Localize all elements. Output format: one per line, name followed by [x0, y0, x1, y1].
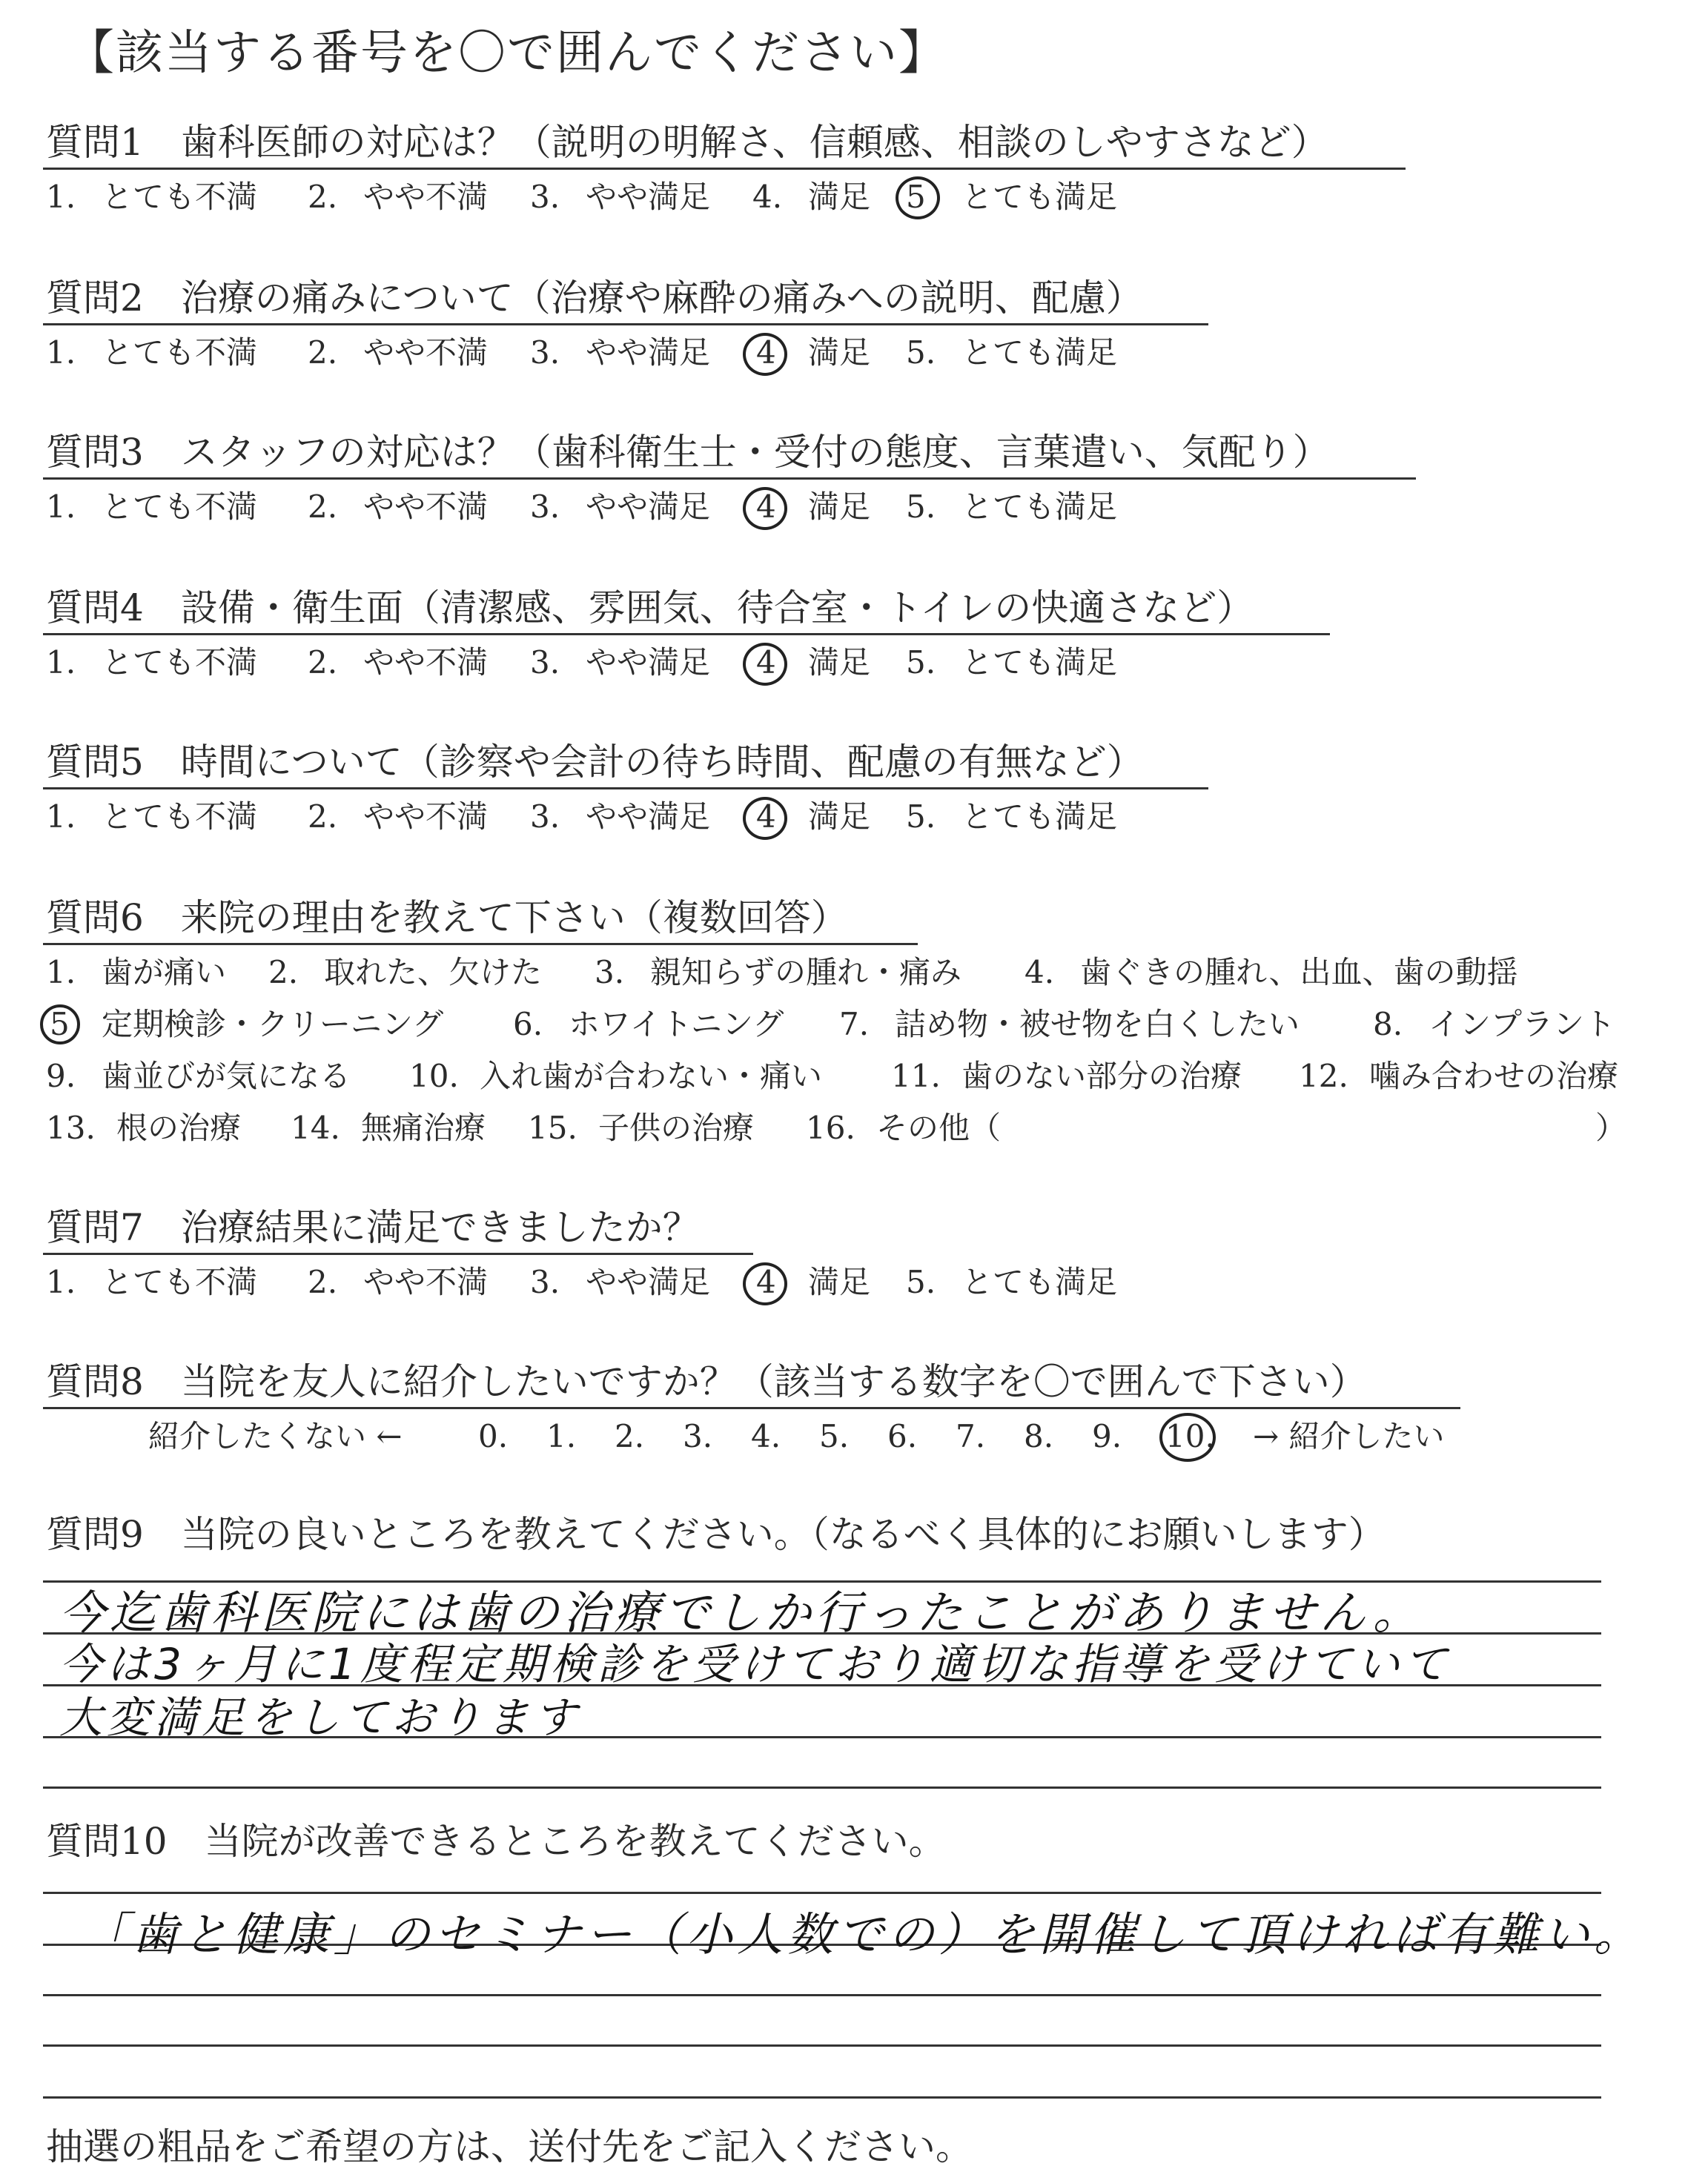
q7-opt1-label[interactable]: とても不満 [102, 1264, 258, 1300]
q2-opt3-num[interactable]: 3. [530, 334, 560, 371]
q5-title: 質問5 時間について（診察や会計の待ち時間、配慮の有無など） [46, 741, 1144, 784]
q3-options [46, 488, 1158, 526]
q6-opt10-num[interactable]: 10. [409, 1058, 459, 1094]
q1-opt5-num[interactable]: 5 [906, 179, 926, 215]
q1-title: 質問1 歯科医師の対応は？（説明の明解さ、信頼感、相談のしやすさなど） [46, 121, 1328, 164]
q4-opt1-num[interactable]: 1. [46, 644, 76, 680]
q7-title: 質問7 治療結果に満足できましたか？ [46, 1206, 700, 1249]
q5-opt1-num[interactable]: 1. [46, 798, 76, 835]
q4-opt4-label[interactable]: 満足 [808, 644, 871, 680]
q2-title: 質問2 治療の痛みについて（治療や麻酔の痛みへの説明、配慮） [46, 276, 1143, 319]
q8-num-4[interactable]: 4. [751, 1418, 781, 1454]
q6-opt15-num[interactable]: 15. [528, 1110, 577, 1146]
q2-opt4-num[interactable]: 4 [756, 334, 776, 371]
q5-opt3-num[interactable]: 3. [530, 798, 560, 835]
q6-opt1-label[interactable]: 歯が痛い [102, 954, 227, 990]
q7-answer-circle [743, 1262, 787, 1305]
q2-underline [43, 323, 1208, 325]
q7-underline [43, 1253, 753, 1255]
q8-underline [43, 1407, 1460, 1409]
q8-num-0[interactable]: 0. [478, 1418, 509, 1454]
q5-underline [43, 787, 1208, 789]
q6-opt10-label[interactable]: 入れ歯が合わない・痛い [480, 1058, 823, 1094]
q6-row4 [46, 1109, 1662, 1148]
q2-opt4-label[interactable]: 満足 [808, 334, 871, 371]
q1-underline [43, 168, 1406, 170]
q8-num-8[interactable]: 8. [1024, 1418, 1054, 1454]
q3-opt1-label[interactable]: とても不満 [102, 489, 258, 525]
q7-opt3-num[interactable]: 3. [530, 1264, 560, 1300]
q6-underline [43, 943, 918, 945]
q4-title: 質問4 設備・衛生面（清潔感、雰囲気、待合室・トイレの快適さなど） [46, 586, 1254, 629]
q4-opt3-label[interactable]: やや満足 [586, 644, 711, 680]
q8-title: 質問8 当院を友人に紹介したいですか？（該当する数字を〇で囲んで下さい） [46, 1360, 1367, 1403]
q8-num-10[interactable]: 10. [1165, 1418, 1215, 1454]
q5-answer-circle [743, 797, 787, 840]
q5-opt4-label[interactable]: 満足 [808, 798, 871, 835]
q6-opt2-label[interactable]: 取れた、欠けた [324, 954, 543, 990]
q5-options [46, 798, 1158, 836]
q5-opt5-label[interactable]: とても満足 [961, 798, 1118, 835]
q7-opt2-label[interactable]: やや不満 [363, 1264, 489, 1300]
q5-opt3-label[interactable]: やや満足 [586, 798, 711, 835]
q8-scale [148, 1417, 1483, 1456]
q8-num-7[interactable]: 7. [956, 1418, 986, 1454]
q4-opt2-label[interactable]: やや不満 [363, 644, 489, 680]
q3-opt5-label[interactable]: とても満足 [961, 489, 1118, 525]
q4-options [46, 643, 1158, 682]
q4-opt3-num[interactable]: 3. [530, 644, 560, 680]
q6-opt8-num[interactable]: 8. [1373, 1006, 1403, 1042]
q2-answer-circle [743, 333, 787, 376]
q6-opt9-num[interactable]: 9. [46, 1058, 76, 1094]
q8-num-1[interactable]: 1. [546, 1418, 577, 1454]
q5-opt2-num[interactable]: 2. [308, 798, 338, 835]
q1-opt4-label[interactable]: 満足 [808, 179, 871, 215]
q4-opt1-label[interactable]: とても不満 [102, 644, 258, 680]
q7-opt2-num[interactable]: 2. [308, 1264, 338, 1300]
q6-opt14-num[interactable]: 14. [291, 1110, 340, 1146]
q9-answer-line-1: 今迄歯科医院には歯の治療でしか行ったことがありません。 [59, 1586, 1423, 1640]
q6-opt6-label[interactable]: ホワイトニング [569, 1006, 784, 1042]
q2-options [46, 334, 1158, 372]
q8-num-3[interactable]: 3. [683, 1418, 713, 1454]
q6-answer-circle [40, 1004, 80, 1044]
q2-opt5-num[interactable]: 5. [906, 334, 936, 371]
q10-write-line-4 [43, 2044, 1601, 2047]
q6-opt12-num[interactable]: 12. [1299, 1058, 1348, 1094]
q7-opt1-num[interactable]: 1. [46, 1264, 76, 1300]
q9-title: 質問9 当院の良いところを教えてください。（なるべく具体的にお願いします） [46, 1513, 1386, 1556]
q3-opt4-num[interactable]: 4 [756, 489, 776, 525]
q6-opt13-num[interactable]: 13. [46, 1110, 96, 1146]
q6-opt2-num[interactable]: 2. [268, 954, 299, 990]
q9-answer-line-3: 大変満足をしております [59, 1692, 582, 1743]
q3-answer-circle [743, 487, 787, 530]
q8-right-label: → 紹介したい [1253, 1418, 1445, 1454]
q4-answer-circle [743, 643, 787, 686]
q1-opt5-label[interactable]: とても満足 [961, 179, 1118, 215]
q9-answer-line-2: 今は3ヶ月に1度程定期検診を受けており適切な指導を受けていて [59, 1639, 1452, 1689]
q6-other-close: ） [1595, 1110, 1627, 1146]
q2-opt1-label[interactable]: とても不満 [102, 334, 258, 371]
q5-opt2-label[interactable]: やや不満 [363, 798, 489, 835]
q2-opt5-label[interactable]: とても満足 [961, 334, 1118, 371]
q1-opt3-label[interactable]: やや満足 [586, 179, 711, 215]
q1-options [46, 178, 1158, 216]
q3-opt2-label[interactable]: やや不満 [363, 489, 489, 525]
q1-opt4-num[interactable]: 4. [752, 179, 783, 215]
q10-write-line-3 [43, 1994, 1601, 1996]
q8-num-9[interactable]: 9. [1092, 1418, 1122, 1454]
q6-row3 [46, 1057, 1662, 1096]
q2-opt2-num[interactable]: 2. [308, 334, 338, 371]
q8-answer-circle [1159, 1413, 1216, 1462]
q3-opt1-num[interactable]: 1. [46, 489, 76, 525]
q6-opt5-num[interactable]: 5 [50, 1006, 70, 1042]
q5-opt5-num[interactable]: 5. [906, 798, 936, 835]
q8-num-6[interactable]: 6. [887, 1418, 918, 1454]
q6-row1 [46, 953, 1640, 992]
q10-write-line-5 [43, 2096, 1601, 2099]
q4-opt5-label[interactable]: とても満足 [961, 644, 1118, 680]
q6-opt13-label[interactable]: 根の治療 [116, 1110, 242, 1146]
q6-opt11-label[interactable]: 歯のない部分の治療 [961, 1058, 1242, 1094]
q4-underline [43, 633, 1330, 635]
q1-opt1-label[interactable]: とても不満 [102, 179, 258, 215]
q6-opt11-num[interactable]: 11. [891, 1058, 941, 1094]
q1-opt3-num[interactable]: 3. [530, 179, 560, 215]
q6-opt6-num[interactable]: 6. [513, 1006, 543, 1042]
q7-options [46, 1263, 1158, 1302]
q6-opt16-label[interactable]: その他（ [876, 1110, 1002, 1146]
q7-opt3-label[interactable]: やや満足 [586, 1264, 711, 1300]
q2-opt3-label[interactable]: やや満足 [586, 334, 711, 371]
q3-opt3-label[interactable]: やや満足 [586, 489, 711, 525]
q7-opt5-num[interactable]: 5. [906, 1264, 936, 1300]
q6-opt12-label[interactable]: 噛み合わせの治療 [1369, 1058, 1619, 1094]
q10-title: 質問10 当院が改善できるところを教えてください。 [46, 1820, 946, 1863]
q3-opt4-label[interactable]: 満足 [808, 489, 871, 525]
q4-opt2-num[interactable]: 2. [308, 644, 338, 680]
q6-opt3-num[interactable]: 3. [595, 954, 625, 990]
q6-opt5-label[interactable]: 定期検診・クリーニング [102, 1006, 444, 1042]
q7-opt4-label[interactable]: 満足 [808, 1264, 871, 1300]
q6-opt14-label[interactable]: 無痛治療 [361, 1110, 486, 1146]
q3-opt3-num[interactable]: 3. [530, 489, 560, 525]
q6-opt7-label[interactable]: 詰め物・被せ物を白くしたい [895, 1006, 1300, 1042]
q3-opt5-num[interactable]: 5. [906, 489, 936, 525]
q5-opt4-num[interactable]: 4 [756, 798, 776, 835]
q6-title: 質問6 来院の理由を教えて下さい（複数回答） [46, 896, 848, 939]
q10-answer-line-1: 「歯と健康」のセミナー（小人数での）を開催して頂ければ有難い。 [82, 1907, 1645, 1961]
q10-write-line-1 [43, 1892, 1601, 1894]
q1-answer-circle [896, 176, 940, 219]
q1-opt1-num[interactable]: 1. [46, 179, 76, 215]
q2-opt2-label[interactable]: やや不満 [363, 334, 489, 371]
q1-opt2-label[interactable]: やや不満 [363, 179, 489, 215]
form-heading: 【該当する番号を〇で囲んでください】 [67, 26, 947, 81]
q4-opt5-num[interactable]: 5. [906, 644, 936, 680]
q7-opt4-num[interactable]: 4 [756, 1264, 776, 1300]
q8-num-2[interactable]: 2. [615, 1418, 645, 1454]
q8-num-5[interactable]: 5. [819, 1418, 850, 1454]
q6-opt4-label[interactable]: 歯ぐきの腫れ、出血、歯の動揺 [1080, 954, 1518, 990]
q7-opt5-label[interactable]: とても満足 [961, 1264, 1118, 1300]
q1-opt2-num[interactable]: 2. [308, 179, 338, 215]
q6-row2 [46, 1005, 1640, 1044]
q6-opt4-num[interactable]: 4. [1025, 954, 1055, 990]
q6-opt1-num[interactable]: 1. [46, 954, 76, 990]
footer-note: 抽選の粗品をご希望の方は、送付先をご記入ください。 [46, 2125, 973, 2168]
q3-title: 質問3 スタッフの対応は？（歯科衛生士・受付の態度、言葉遣い、気配り） [46, 431, 1330, 474]
q5-opt1-label[interactable]: とても不満 [102, 798, 258, 835]
q3-opt2-num[interactable]: 2. [308, 489, 338, 525]
q6-opt8-label[interactable]: インプラント [1429, 1006, 1616, 1042]
q2-opt1-num[interactable]: 1. [46, 334, 76, 371]
q6-opt15-label[interactable]: 子供の治療 [598, 1110, 755, 1146]
q6-opt9-label[interactable]: 歯並びが気になる [102, 1058, 351, 1094]
q9-write-line-5 [43, 1786, 1601, 1789]
q4-opt4-num[interactable]: 4 [756, 644, 776, 680]
q6-opt16-num[interactable]: 16. [806, 1110, 855, 1146]
q6-opt3-label[interactable]: 親知らずの腫れ・痛み [650, 954, 962, 990]
q3-underline [43, 477, 1416, 480]
q6-opt7-num[interactable]: 7. [839, 1006, 870, 1042]
q8-left-label: 紹介したくない ← [148, 1418, 403, 1454]
